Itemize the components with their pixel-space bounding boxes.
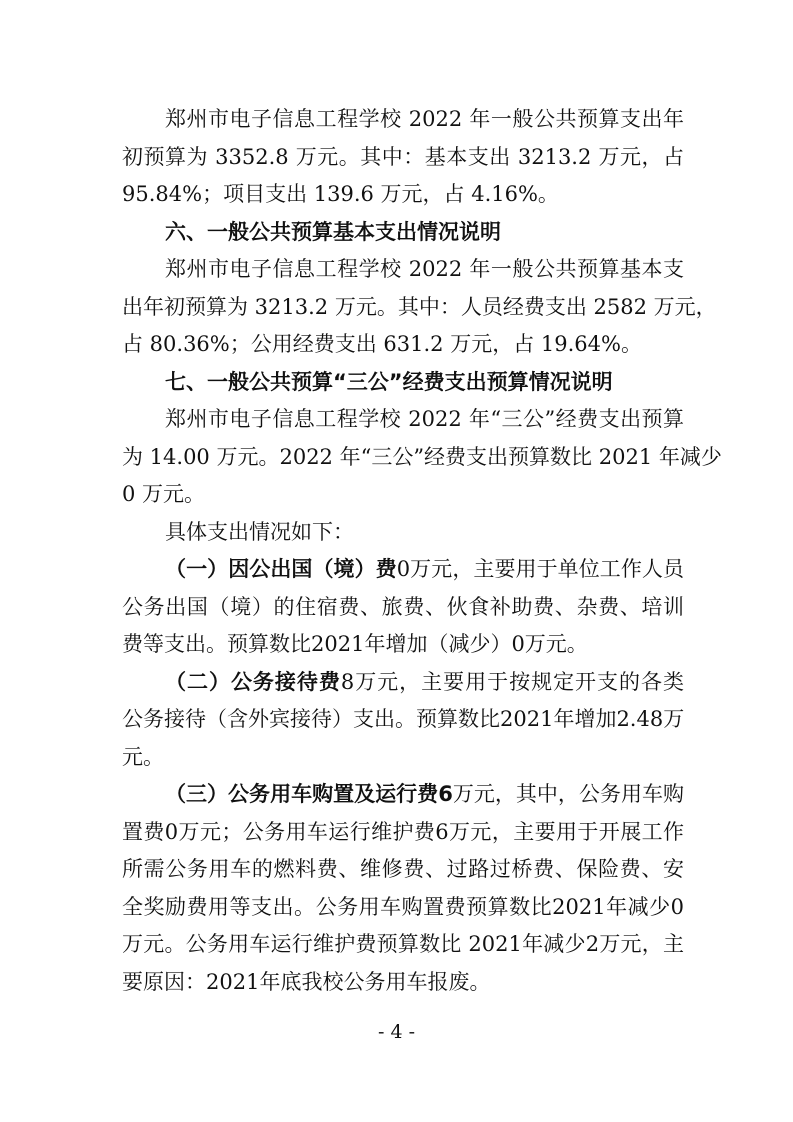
page-number: - 4 - <box>377 1021 415 1043</box>
item-3-line-1 <box>165 780 684 808</box>
item-1-text: 0万元，主要用于单位工作人员 <box>396 557 684 581</box>
section-heading-7: 七、一般公共预算“三公”经费支出预算情况说明 <box>165 370 613 394</box>
item-1-line-3: 费等支出。预算数比2021年增加（减少）0万元。 <box>122 632 588 656</box>
item-3-text: 万元，其中，公务用车购 <box>452 782 684 806</box>
item-3-line-3: 所需公务用车的燃料费、维修费、过路过桥费、保险费、安 <box>122 857 684 881</box>
item-1-line-2: 公务出国（境）的住宿费、旅费、伙食补助费、杂费、培训 <box>122 595 684 619</box>
item-1-line-1 <box>165 555 684 583</box>
paragraph-budget-total-line-3: 95.84%；项目支出 139.6 万元，占 4.16%。 <box>122 182 559 206</box>
item-2-text: 8万元，主要用于按规定开支的各类 <box>340 670 684 694</box>
paragraph-basic-expenditure-line-2: 出年初预算为 3213.2 万元。其中：人员经费支出 2582 万元， <box>122 295 717 319</box>
item-1-title: （一）因公出国（境）费 <box>165 557 397 581</box>
item-2-title: （二）公务接待费 <box>165 670 341 694</box>
paragraph-basic-expenditure-line-3: 占 80.36%；公用经费支出 631.2 万元，占 19.64%。 <box>122 332 642 356</box>
section-heading-6: 六、一般公共预算基本支出情况说明 <box>165 220 501 244</box>
paragraph-three-public-line-2: 为 14.00 万元。2022 年“三公”经费支出预算数比 2021 年减少 <box>122 445 722 469</box>
item-3-line-6: 要原因：2021年底我校公务用车报废。 <box>122 970 491 994</box>
paragraph-basic-expenditure-line-1: 郑州市电子信息工程学校 2022 年一般公共预算基本支 <box>165 257 684 281</box>
paragraph-budget-total-line-2: 初预算为 3352.8 万元。其中：基本支出 3213.2 万元，占 <box>122 145 684 169</box>
item-3-line-2: 置费0万元；公务用车运行维护费6万元，主要用于开展工作 <box>122 820 684 844</box>
paragraph-details-intro: 具体支出情况如下： <box>165 520 354 544</box>
item-3-title: （三）公务用车购置及运行费 <box>165 782 439 806</box>
item-3-amount: 6 <box>438 782 453 806</box>
item-3-line-5: 万元。公务用车运行维护费预算数比 2021年减少2万元，主 <box>122 932 684 956</box>
paragraph-three-public-line-1: 郑州市电子信息工程学校 2022 年“三公”经费支出预算 <box>165 407 684 431</box>
item-3-line-4: 全奖励费用等支出。公务用车购置费预算数比2021年减少0 <box>122 895 684 919</box>
item-2-line-1 <box>165 668 684 696</box>
item-2-line-3: 元。 <box>122 745 164 769</box>
item-2-line-2: 公务接待（含外宾接待）支出。预算数比2021年增加2.48万 <box>122 707 685 731</box>
paragraph-budget-total-line-1: 郑州市电子信息工程学校 2022 年一般公共预算支出年 <box>165 107 684 131</box>
paragraph-three-public-line-3: 0 万元。 <box>122 482 206 506</box>
